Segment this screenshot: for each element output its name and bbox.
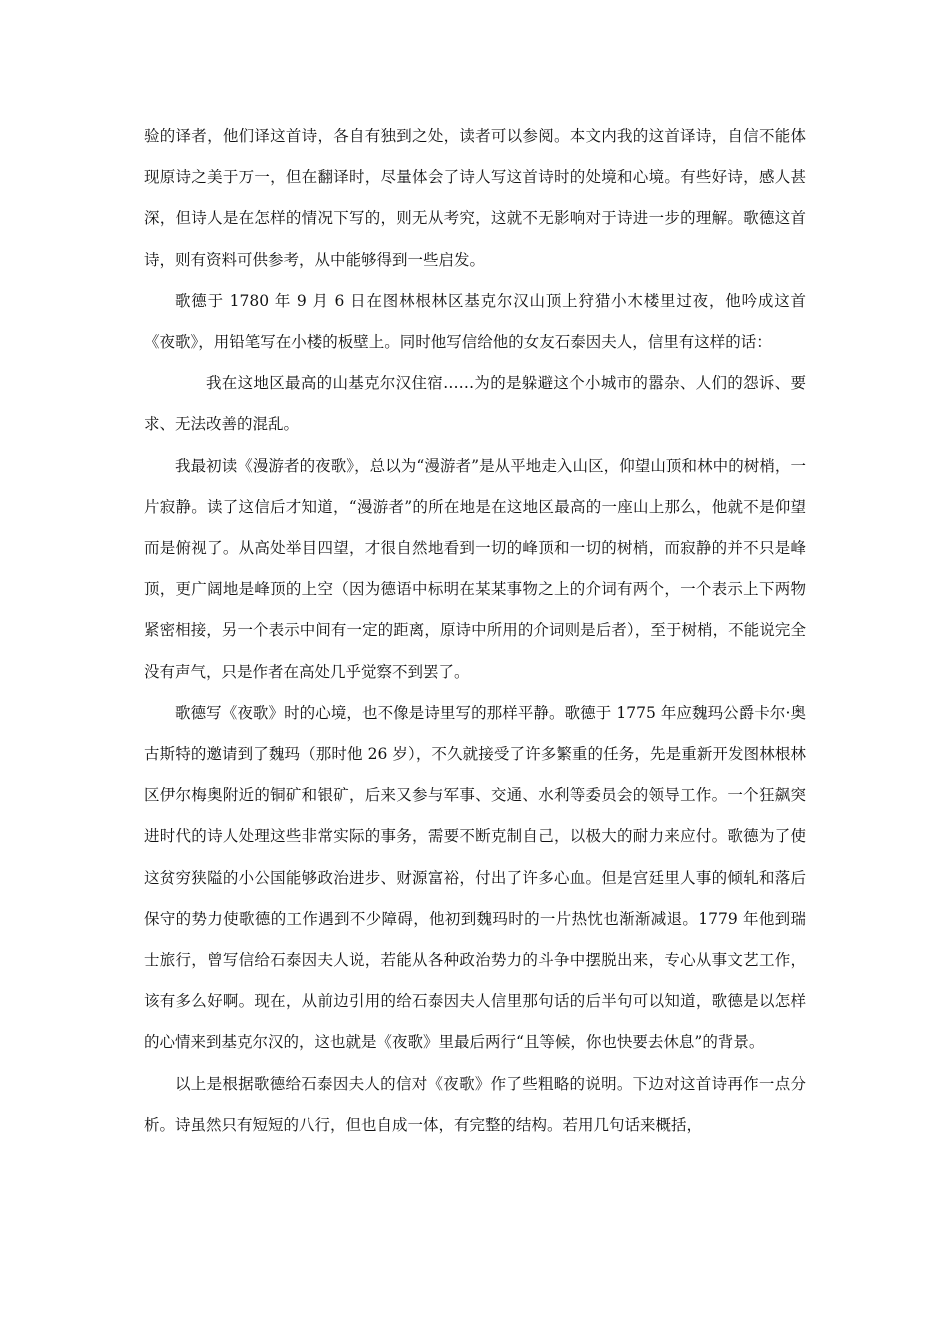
document-page [144,116,806,1146]
paragraph-wanderer-reading: 我最初读《漫游者的夜歌》，总以为“漫游者”是从平地走入山区，仰望山顶和林中的树梢，一片寂静。读了这信后才知道，“漫游者”的所在地是在这地区最高的一座山上那么，他就不是仰望而是俯视了。从高处举目四望，才很自然地看到一切的峰顶和一切的树梢，而寂静的并不只是峰顶，更广阔地是峰顶的上空（因为德语中标明在某某事物之上的介词有两个，一个表示上下两物紧密相接，另一个表示中间有一定的距离，原诗中所用的介词则是后者），至于树梢，不能说完全没有声气，只是作者在高处几乎觉察不到罢了。 [144,456,806,681]
paragraph-translation-note: 验的译者，他们译这首诗，各自有独到之处，读者可以参阅。本文内我的这首译诗，自信不能体现原诗之美于万一，但在翻译时，尽量体会了诗人写这首诗时的处境和心境。有些好诗，感人甚深，但诗人是在怎样的情况下写的，则无从考究，这就不无影响对于诗进一步的理解。歌德这首诗，则有资料可供参考，从中能够得到一些启发。 [144,127,806,269]
paragraph-letter-quote: 我在这地区最高的山基克尔汉住宿……为的是躲避这个小城市的嚣杂、人们的怨诉、要求、无法改善的混乱。 [144,374,806,434]
paragraph-goethe-weimar: 歌德写《夜歌》时的心境，也不像是诗里写的那样平静。歌德于 1775 年应魏玛公爵卡尔·奥古斯特的邀请到了魏玛（那时他 26 岁），不久就接受了许多繁重的任务，先是重新开发图林根林区伊尔梅奥附近的铜矿和银矿，后来又参与军事、交通、水利等委员会的领导工作。一个狂飙突进时代的诗人处理这些非常实际的事务，需要不断克制自己，以极大的耐力来应付。歌德为了使这贫穷狭隘的小公国能够政治进步、财源富裕，付出了许多心血。但是宫廷里人事的倾轧和落后保守的势力使歌德的工作遇到不少障碍，他初到魏玛时的一片热忱也渐渐减退。1779 年他到瑞士旅行，曾写信给石泰因夫人说，若能从各种政治势力的斗争中摆脱出来，专心从事文艺工作，该有多么好啊。现在，从前边引用的给石泰因夫人信里那句话的后半句可以知道，歌德是以怎样的心情来到基克尔汉的，这也就是《夜歌》里最后两行“且等候，你也快要去休息”的背景。 [144,703,806,1052]
paragraph-analysis-intro: 以上是根据歌德给石泰因夫人的信对《夜歌》作了些粗略的说明。下边对这首诗再作一点分析。诗虽然只有短短的八行，但也自成一体，有完整的结构。若用几句话来概括， [144,1074,806,1134]
paragraph-kickelhahn-night: 歌德于 1780 年 9 月 6 日在图林根林区基克尔汉山顶上狩猎小木楼里过夜，他吟成这首《夜歌》，用铅笔写在小楼的板壁上。同时他写信给他的女友石泰因夫人，信里有这样的话： [144,291,806,352]
